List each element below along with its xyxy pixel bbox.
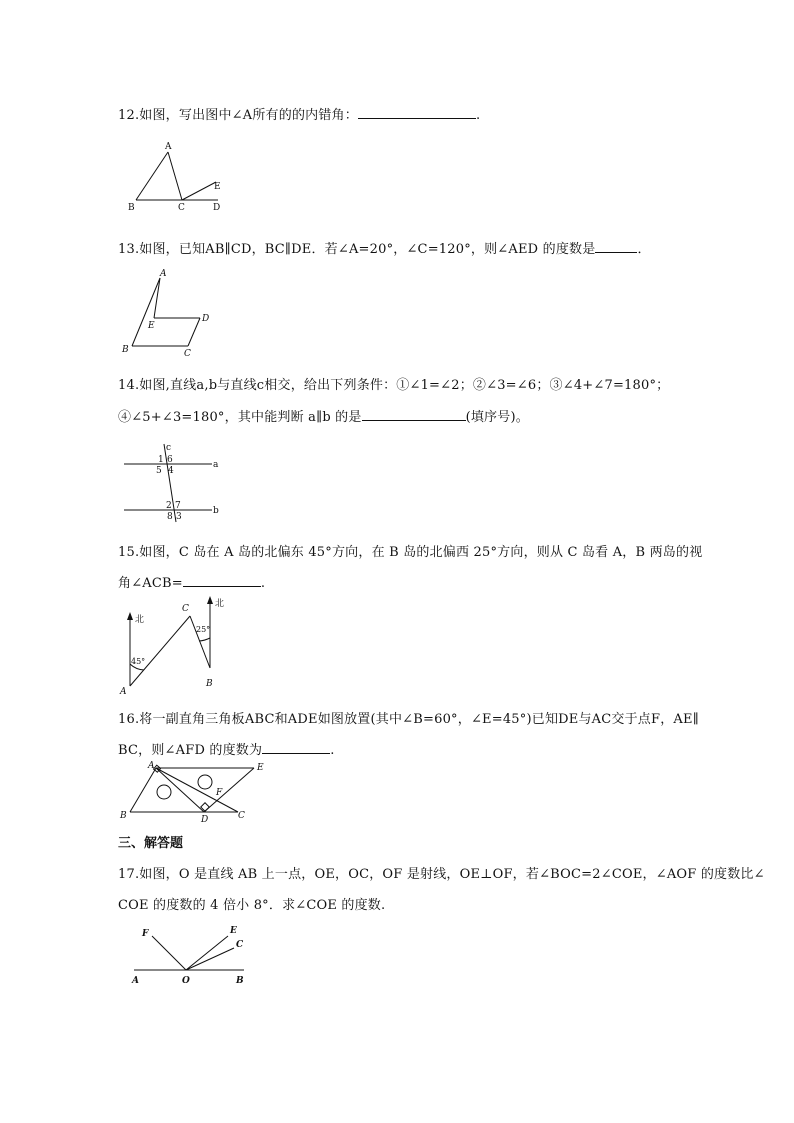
q16-line-de bbox=[204, 768, 254, 812]
q16-label-a: A bbox=[148, 761, 155, 771]
q13-text: 13.如图，已知AB∥CD，BC∥DE．若∠A=20°，∠C=120°，则∠AED 的度数是 bbox=[118, 242, 596, 257]
q14-label-3: 3 bbox=[176, 512, 182, 522]
q14-label-8: 8 bbox=[167, 512, 173, 522]
q15-end: . bbox=[260, 576, 266, 591]
q15-question-line2 bbox=[118, 572, 265, 591]
q15-figure bbox=[118, 596, 242, 696]
q14-label-a: a bbox=[213, 460, 219, 470]
q17-figure bbox=[128, 920, 258, 988]
q17-ray-oc bbox=[186, 948, 234, 970]
q12-question bbox=[118, 104, 480, 123]
q14-label-2: 2 bbox=[166, 501, 172, 511]
q12-text: 12.如图，写出图中∠A所有的的内错角： bbox=[118, 108, 358, 123]
q13-label-c: C bbox=[184, 349, 191, 359]
q15-text2: 角∠ACB= bbox=[118, 576, 183, 591]
q12-figure bbox=[120, 140, 230, 215]
q15-label-a: A bbox=[120, 687, 127, 697]
q15-north-label-left: 北 bbox=[135, 615, 145, 625]
q13-answer-blank[interactable] bbox=[595, 240, 637, 253]
q16-label-c: C bbox=[238, 811, 245, 821]
q15-line1: 15.如图，C 岛在 A 岛的北偏东 45°方向，在 B 岛的北偏西 25°方向，则从 C 岛看 A，B 两岛的视 bbox=[118, 545, 703, 560]
q17-ray-of bbox=[152, 936, 186, 970]
q14-end: (填序号)。 bbox=[465, 410, 529, 425]
q17-label-a: A bbox=[132, 976, 139, 986]
q15-angle-25: 25° bbox=[196, 625, 211, 634]
q12-answer-blank[interactable] bbox=[358, 106, 476, 119]
q16-figure bbox=[118, 760, 274, 825]
q14-label-5: 5 bbox=[156, 466, 162, 476]
q16-line1: 16.将一副直角三角板ABC和ADE如图放置(其中∠B=60°，∠E=45°)已知DE与AC交于点F，AE∥ bbox=[118, 712, 699, 727]
q14-label-b: b bbox=[213, 506, 219, 516]
q16-label-b: B bbox=[120, 811, 127, 821]
q13-line-cd bbox=[188, 318, 200, 346]
q16-end: . bbox=[330, 743, 335, 758]
q14-label-7: 7 bbox=[175, 501, 181, 511]
q14-label-c: c bbox=[166, 443, 172, 453]
q16-label-e: E bbox=[257, 763, 264, 773]
q17-line2: COE 的度数的 4 倍小 8°．求∠COE 的度数. bbox=[118, 898, 386, 913]
q12-line-ce bbox=[182, 182, 216, 200]
q16-line-ab bbox=[130, 768, 156, 812]
q17-line1: 17.如图，O 是直线 AB 上一点，OE，OC，OF 是射线，OE⊥OF，若∠BOC=2∠COE，∠AOF 的度数比∠ bbox=[118, 867, 765, 882]
q17-label-c: C bbox=[236, 940, 244, 950]
q13-question bbox=[118, 238, 651, 257]
q12-label-a: A bbox=[165, 142, 172, 152]
q17-ray-oe bbox=[186, 936, 228, 970]
q16-triangle-hole-left bbox=[157, 785, 171, 799]
q15-answer-blank[interactable] bbox=[183, 574, 261, 587]
q17-label-b: B bbox=[236, 976, 244, 986]
q15-line-ac bbox=[130, 616, 190, 686]
q14-answer-blank[interactable] bbox=[362, 408, 466, 421]
q12-label-d: D bbox=[213, 203, 221, 213]
q13-line-ab bbox=[132, 278, 160, 346]
q13-label-d: D bbox=[202, 314, 210, 324]
q14-label-6: 6 bbox=[167, 455, 173, 465]
q17-label-f: F bbox=[142, 929, 149, 939]
q15-arrow-b-icon bbox=[207, 596, 213, 604]
q16-triangle-hole-right bbox=[198, 775, 212, 789]
q12-label-b: B bbox=[128, 203, 135, 213]
q14-text2: ④∠5+∠3=180°，其中能判断 a∥b 的是 bbox=[118, 410, 362, 425]
q16-answer-blank[interactable] bbox=[262, 741, 330, 754]
q15-label-b: B bbox=[206, 679, 213, 689]
q12-line-ac bbox=[168, 152, 182, 200]
q14-label-4: 4 bbox=[168, 466, 174, 476]
q15-angle-45: 45° bbox=[131, 657, 146, 666]
q15-arrow-a-icon bbox=[127, 612, 133, 620]
q15-line-cb bbox=[190, 616, 210, 668]
q13-label-b: B bbox=[122, 345, 129, 355]
q12-end: . bbox=[475, 108, 481, 123]
section-three-title: 三、解答题 bbox=[118, 836, 184, 851]
q12-line-ab bbox=[136, 152, 168, 200]
q17-label-o: O bbox=[182, 976, 190, 986]
q12-label-e: E bbox=[214, 182, 221, 192]
q16-question-line2 bbox=[118, 739, 335, 758]
q14-question-line2 bbox=[118, 406, 529, 425]
q14-label-1: 1 bbox=[158, 455, 164, 465]
q16-text2: BC，则∠AFD 的度数为 bbox=[118, 743, 263, 758]
q16-label-f: F bbox=[216, 788, 223, 798]
q16-label-d: D bbox=[201, 815, 209, 825]
q13-label-a: A bbox=[160, 269, 167, 279]
q13-label-e: E bbox=[148, 321, 155, 331]
q15-arc-25 bbox=[199, 638, 210, 641]
q14-line1: 14.如图,直线a,b与直线c相交，给出下列条件：①∠1=∠2；②∠3=∠6；③∠4+∠7=180°； bbox=[118, 378, 670, 393]
q17-label-e: E bbox=[230, 926, 237, 936]
q13-end: ． bbox=[637, 242, 651, 257]
q12-label-c: C bbox=[178, 203, 185, 213]
q15-label-c: C bbox=[182, 604, 189, 614]
q15-north-label-right: 北 bbox=[215, 599, 225, 609]
q14-figure bbox=[120, 440, 224, 524]
q13-figure bbox=[118, 268, 218, 360]
